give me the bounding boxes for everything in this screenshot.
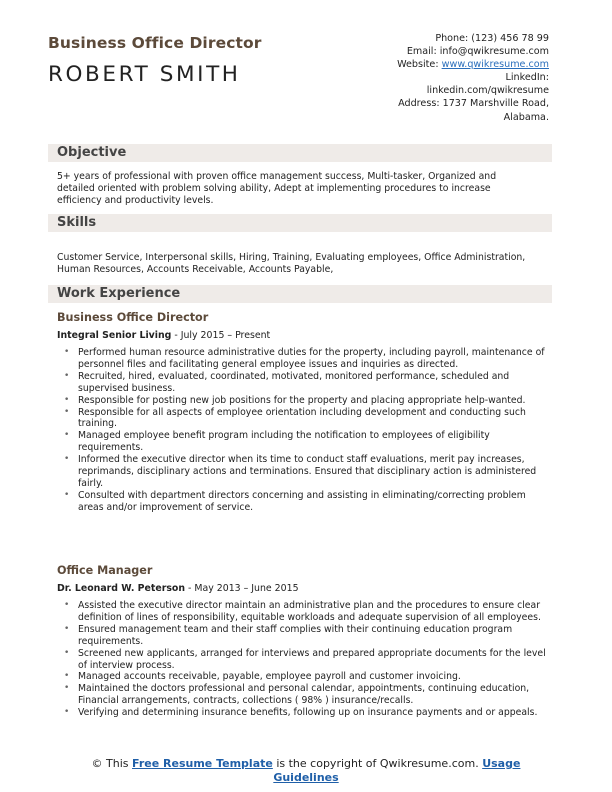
- job-dates: - May 2013 – June 2015: [185, 583, 299, 594]
- duty-item: • Performed human resource administrative duties for the property, including payroll, maintenance of personnel files and facilitating general employee issues and inquiries as directed.: [64, 347, 550, 371]
- duty-item: • Managed employee benefit program including the notification to employees of eligibility requirements.: [64, 430, 550, 454]
- section-header-objective: [48, 144, 552, 162]
- contact-website: [309, 58, 549, 71]
- contact-email: Email: info@qwikresume.com: [406, 46, 549, 58]
- duty-item: • Screened new applicants, arranged for interviews and prepared appropriate documents for the level of interview process.: [64, 648, 550, 672]
- section-title-skills: Skills: [57, 215, 97, 230]
- section-header-experience: [48, 285, 552, 303]
- contact-address-line2: Alabama.: [503, 111, 549, 123]
- duty-item: • Assisted the executive director maintain an administrative plan and the procedures to ensure clear definition of lines of responsibility, equitable workloads and adequate supervision of all employees.: [64, 600, 550, 624]
- duty-list: [64, 347, 550, 514]
- footer-middle: is the copyright of Qwikresume.com.: [272, 757, 483, 770]
- section-header-skills: [48, 214, 552, 232]
- header-job-title: Business Office Director: [48, 34, 262, 52]
- contact-linkedin-value: linkedin.com/qwikresume: [426, 85, 549, 97]
- duty-item: • Verifying and determining insurance benefits, following up on insurance payments and or appeals.: [64, 707, 550, 719]
- job-title: Office Manager: [57, 564, 153, 577]
- duty-item: • Maintained the doctors professional and personal calendar, appointments, continuing education, Financial arrangements, contracts, collections ( 98% ) insurance/recalls.: [64, 683, 550, 707]
- duty-item: • Managed accounts receivable, payable, employee payroll and customer invoicing.: [64, 671, 550, 683]
- footer-prefix: © This: [91, 757, 133, 770]
- duty-item: • Responsible for posting new job positions for the property and placing appropriate help-wanted.: [64, 395, 550, 407]
- job-dates: - July 2015 – Present: [171, 330, 271, 341]
- free-resume-template-link[interactable]: Free Resume Template: [132, 757, 273, 770]
- duty-item: • Ensured management team and their staff complies with their continuing education program requirements.: [64, 624, 550, 648]
- duty-item: • Responsible for all aspects of employee orientation including development and conducting such training.: [64, 407, 550, 431]
- contact-phone: Phone: (123) 456 78 99: [435, 33, 549, 44]
- section-title-experience: Work Experience: [57, 286, 181, 301]
- job-title: Business Office Director: [57, 311, 209, 324]
- contact-website-link[interactable]: www.qwikresume.com: [441, 59, 549, 71]
- skills-text: Customer Service, Interpersonal skills, Hiring, Training, Evaluating employees, Office Administration, Human Resources, Accounts Receivable, Accounts Payable,: [57, 252, 526, 275]
- job-employer: Dr. Leonard W. Peterson: [57, 583, 186, 594]
- candidate-name: ROBERT SMITH: [48, 62, 241, 87]
- job-employer-line: [57, 583, 299, 594]
- contact-linkedin-label: LinkedIn:: [505, 72, 549, 84]
- contact-address-line1: Address: 1737 Marshville Road,: [398, 98, 549, 110]
- usage-guidelines-link[interactable]: Usage Guidelines: [273, 757, 521, 784]
- section-title-objective: Objective: [57, 145, 127, 160]
- footer-copyright: [60, 757, 552, 785]
- duty-item: • Informed the executive director when its time to conduct staff evaluations, merit pay increases, reprimands, disciplinary actions and terminations. Ensured that disciplinary action is administered fairly.: [64, 454, 550, 490]
- contact-block: [309, 32, 549, 124]
- duty-list: [64, 600, 550, 719]
- contact-website-label: Website:: [397, 59, 442, 71]
- objective-text: 5+ years of professional with proven office management success, Multi-tasker, Organized and detailed oriented with problem solving ability, Adept at implementing procedures to increase efficiency and productivity levels.: [57, 171, 497, 206]
- duty-item: • Recruited, hired, evaluated, coordinated, motivated, monitored performance, scheduled and supervised business.: [64, 371, 550, 395]
- duty-item: • Consulted with department directors concerning and assisting in eliminating/correcting problem areas and/or improvement of service.: [64, 490, 550, 514]
- job-employer: Integral Senior Living: [57, 330, 172, 341]
- job-employer-line: [57, 330, 270, 341]
